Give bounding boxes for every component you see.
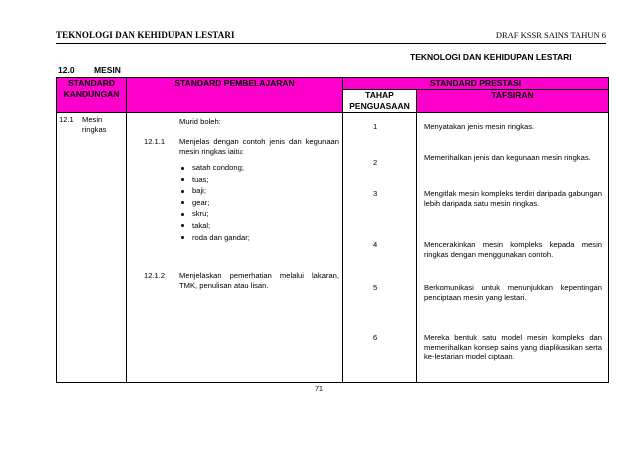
tahap-level: 6 [373,333,378,342]
list-item: takal; [181,220,331,232]
header-standard-prestasi: STANDARD PRESTASI [343,78,609,90]
section-title: MESIN [94,65,121,75]
page-subtitle: TEKNOLOGI DAN KEHIDUPAN LESTARI [410,52,572,62]
header-draft-label: DRAF KSSR SAINS TAHUN 6 [495,30,606,40]
tafsiran-cell [417,113,609,383]
tahap-level: 1 [373,122,378,131]
kandungan-cell [57,113,127,383]
section-heading [58,65,121,75]
pembelajaran-intro: Murid boleh: [179,117,221,126]
kandungan-number: 12.1 [59,115,74,124]
list-item: skru; [181,208,331,220]
list-item: tuas; [181,174,331,186]
list-item: satah condong; [181,162,331,174]
list-item: baji; [181,185,331,197]
section-number: 12.0 [58,65,75,75]
pembelajaran-text: Menjelas dengan contoh jenis dan kegunaan mesin ringkas iaitu: [179,137,339,156]
pembelajaran-text: Menjelaskan pemerhatian melalui lakaran, TMK, penulisan atau lisan. [179,271,339,290]
header-tafsiran: TAFSIRAN [417,90,609,113]
pembelajaran-cell [127,113,343,383]
tafsiran-text: Mengitlak mesin kompleks terdiri daripada gabungan lebih daripada satu mesin ringkas. [424,189,602,208]
header-standard-pembelajaran: STANDARD PEMBELAJARAN [127,78,343,113]
list-item: roda dan gandar; [181,232,331,244]
tafsiran-text: Mencerakinkan mesin kompleks kepada mesin ringkas dengan menggunakan contoh. [424,240,602,259]
header-standard-kandungan: STANDARD KANDUNGAN [57,78,127,113]
header-rule [56,43,606,44]
tafsiran-text: Memerihalkan jenis dan kegunaan mesin ringkas. [424,153,591,162]
tahap-level: 5 [373,283,378,292]
tahap-level: 3 [373,189,378,198]
kandungan-title-line2: ringkas [82,125,107,134]
kandungan-title-line1: Mesin [82,115,103,124]
machine-list [181,162,331,243]
tafsiran-text: Mereka bentuk satu model mesin kompleks dan memerihalkan konsep sains yang diaplikasikan serta ke-lestarian model ciptaan. [424,333,602,361]
tahap-level: 4 [373,240,378,249]
header-tahap-penguasaan: TAHAP PENGUASAAN [343,90,417,113]
tahap-cell [343,113,417,383]
tafsiran-text: Berkomunikasi untuk menunjukkan kepentingan penciptaan mesin yang lestari. [424,283,602,302]
page-number: 71 [315,386,323,393]
header-title: TEKNOLOGI DAN KEHIDUPAN LESTARI [56,30,235,40]
standards-table [56,77,609,383]
pembelajaran-code: 12.1.1 [144,137,166,146]
tafsiran-text: Menyatakan jenis mesin ringkas. [424,122,535,131]
tahap-level: 2 [373,158,378,167]
pembelajaran-code: 12.1.2 [144,271,166,280]
list-item: gear; [181,197,331,209]
